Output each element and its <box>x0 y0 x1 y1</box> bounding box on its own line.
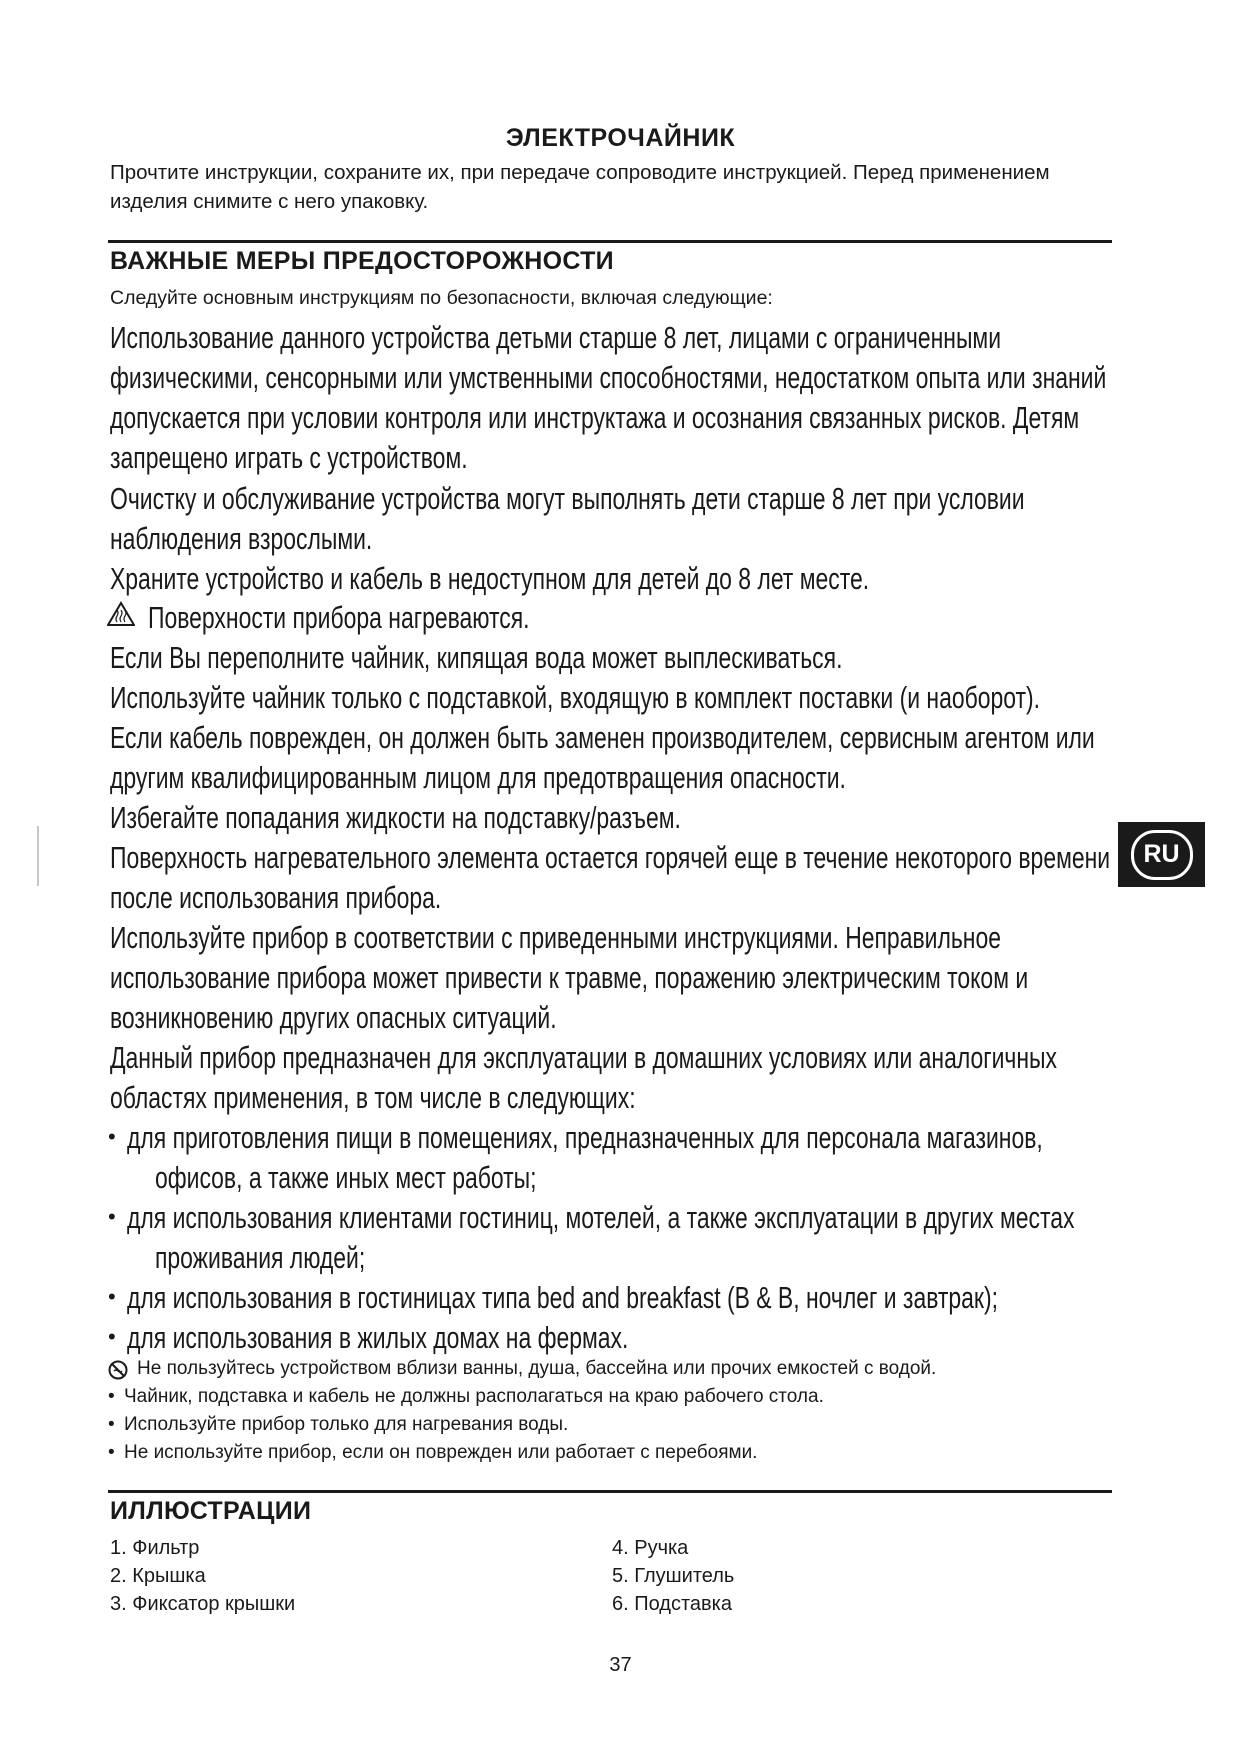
section-divider <box>108 240 1112 243</box>
usage-bullet: для приготовления пищи в помещениях, предназначенных для персонала магазинов, <box>127 1120 1043 1155</box>
document-title: ЭЛЕКТРОЧАЙНИК <box>505 124 736 152</box>
bullet-icon: • <box>108 1386 115 1407</box>
illustrations-heading: ИЛЛЮСТРАЦИИ <box>110 1497 312 1525</box>
bullet-icon: • <box>108 1414 115 1435</box>
safety-heading: ВАЖНЫЕ МЕРЫ ПРЕДОСТОРОЖНОСТИ <box>110 247 614 275</box>
note-no-water: Не пользуйтесь устройством вблизи ванны, душа, бассейна или прочих емкостей с водой. <box>137 1358 937 1379</box>
safety-line: Использование данного устройства детьми старше 8 лет, лицами с ограниченными <box>110 320 1002 355</box>
usage-bullet: для использования в гостиницах типа bed and breakfast (B & B, ночлег и завтрак); <box>127 1280 998 1315</box>
illustration-item: 5. Глушитель <box>612 1565 735 1587</box>
safety-intro: Следуйте основным инструкциям по безопасности, включая следующие: <box>110 287 773 309</box>
safety-line: Храните устройство и кабель в недоступном для детей до 8 лет месте. <box>110 561 870 596</box>
hot-surface-warning-icon <box>107 601 135 627</box>
illustration-item: 3. Фиксатор крышки <box>110 1593 296 1615</box>
illustration-item: 2. Крышка <box>110 1565 206 1587</box>
note-item: Чайник, подставка и кабель не должны располагаться на краю рабочего стола. <box>124 1386 824 1407</box>
safety-line: Очистку и обслуживание устройства могут выполнять дети старше 8 лет при условии <box>110 481 1025 516</box>
safety-line: Избегайте попадания жидкости на подставку/разъем. <box>110 800 681 835</box>
safety-line: другим квалифицированным лицом для предотвращения опасности. <box>110 760 846 795</box>
safety-line: Поверхность нагревательного элемента остается горячей еще в течение некоторого времени <box>110 840 1111 875</box>
safety-line: физическими, сенсорными или умственными способностями, недостатком опыта или знаний <box>110 360 1107 395</box>
bullet-icon: • <box>108 1204 116 1229</box>
intro-paragraph: Прочтите инструкции, сохраните их, при передаче сопроводите инструкцией. Перед применением изделия снимите с него упаковку. <box>110 161 1050 213</box>
safety-line: Используйте чайник только с подставкой, входящую в комплект поставки (и наоборот). <box>110 680 1041 715</box>
safety-line: областях применения, в том числе в следующих: <box>110 1080 636 1115</box>
safety-line: использование прибора может привести к травме, поражению электрическим током и <box>110 960 1029 995</box>
usage-bullet: для использования в жилых домах на фермах. <box>127 1320 629 1355</box>
scan-margin-mark <box>37 826 39 886</box>
note-item: Используйте прибор только для нагревания воды. <box>124 1414 569 1435</box>
safety-line: Если кабель поврежден, он должен быть заменен производителем, сервисным агентом или <box>110 720 1095 755</box>
illustration-item: 6. Подставка <box>612 1593 732 1615</box>
usage-bullet-continued: проживания людей; <box>155 1240 366 1275</box>
bullet-icon: • <box>108 1442 115 1463</box>
safety-line: Если Вы переполните чайник, кипящая вода может выплескиваться. <box>110 640 843 675</box>
safety-line: наблюдения взрослыми. <box>110 521 373 556</box>
safety-line-hot-surface: Поверхности прибора нагреваются. <box>148 600 530 635</box>
bullet-icon: • <box>108 1284 116 1309</box>
usage-bullet-continued: офисов, а также иных мест работы; <box>155 1160 537 1195</box>
note-item: Не используйте прибор, если он поврежден или работает с перебоями. <box>124 1442 758 1463</box>
safety-line: возникновению других опасных ситуаций. <box>110 1000 557 1035</box>
safety-line: после использования прибора. <box>110 880 442 915</box>
illustration-item: 1. Фильтр <box>110 1537 200 1559</box>
illustration-item: 4. Ручка <box>612 1537 689 1559</box>
safety-line: Используйте прибор в соответствии с приведенными инструкциями. Неправильное <box>110 920 1001 955</box>
section-divider <box>108 1490 1112 1493</box>
no-water-nearby-icon <box>108 1360 128 1380</box>
usage-bullet: для использования клиентами гостиниц, мотелей, а также эксплуатации в других местах <box>127 1200 1075 1235</box>
language-badge-label: RU <box>1131 830 1193 880</box>
language-badge <box>1118 822 1205 887</box>
safety-line: запрещено играть с устройством. <box>110 440 468 475</box>
safety-line: Данный прибор предназначен для эксплуатации в домашних условиях или аналогичных <box>110 1040 1058 1075</box>
bullet-icon: • <box>108 1324 116 1349</box>
bullet-icon: • <box>108 1124 116 1149</box>
page-number: 37 <box>609 1654 632 1676</box>
safety-line: допускается при условии контроля или инструктажа и осознания связанных рисков. Детям <box>110 400 1080 435</box>
